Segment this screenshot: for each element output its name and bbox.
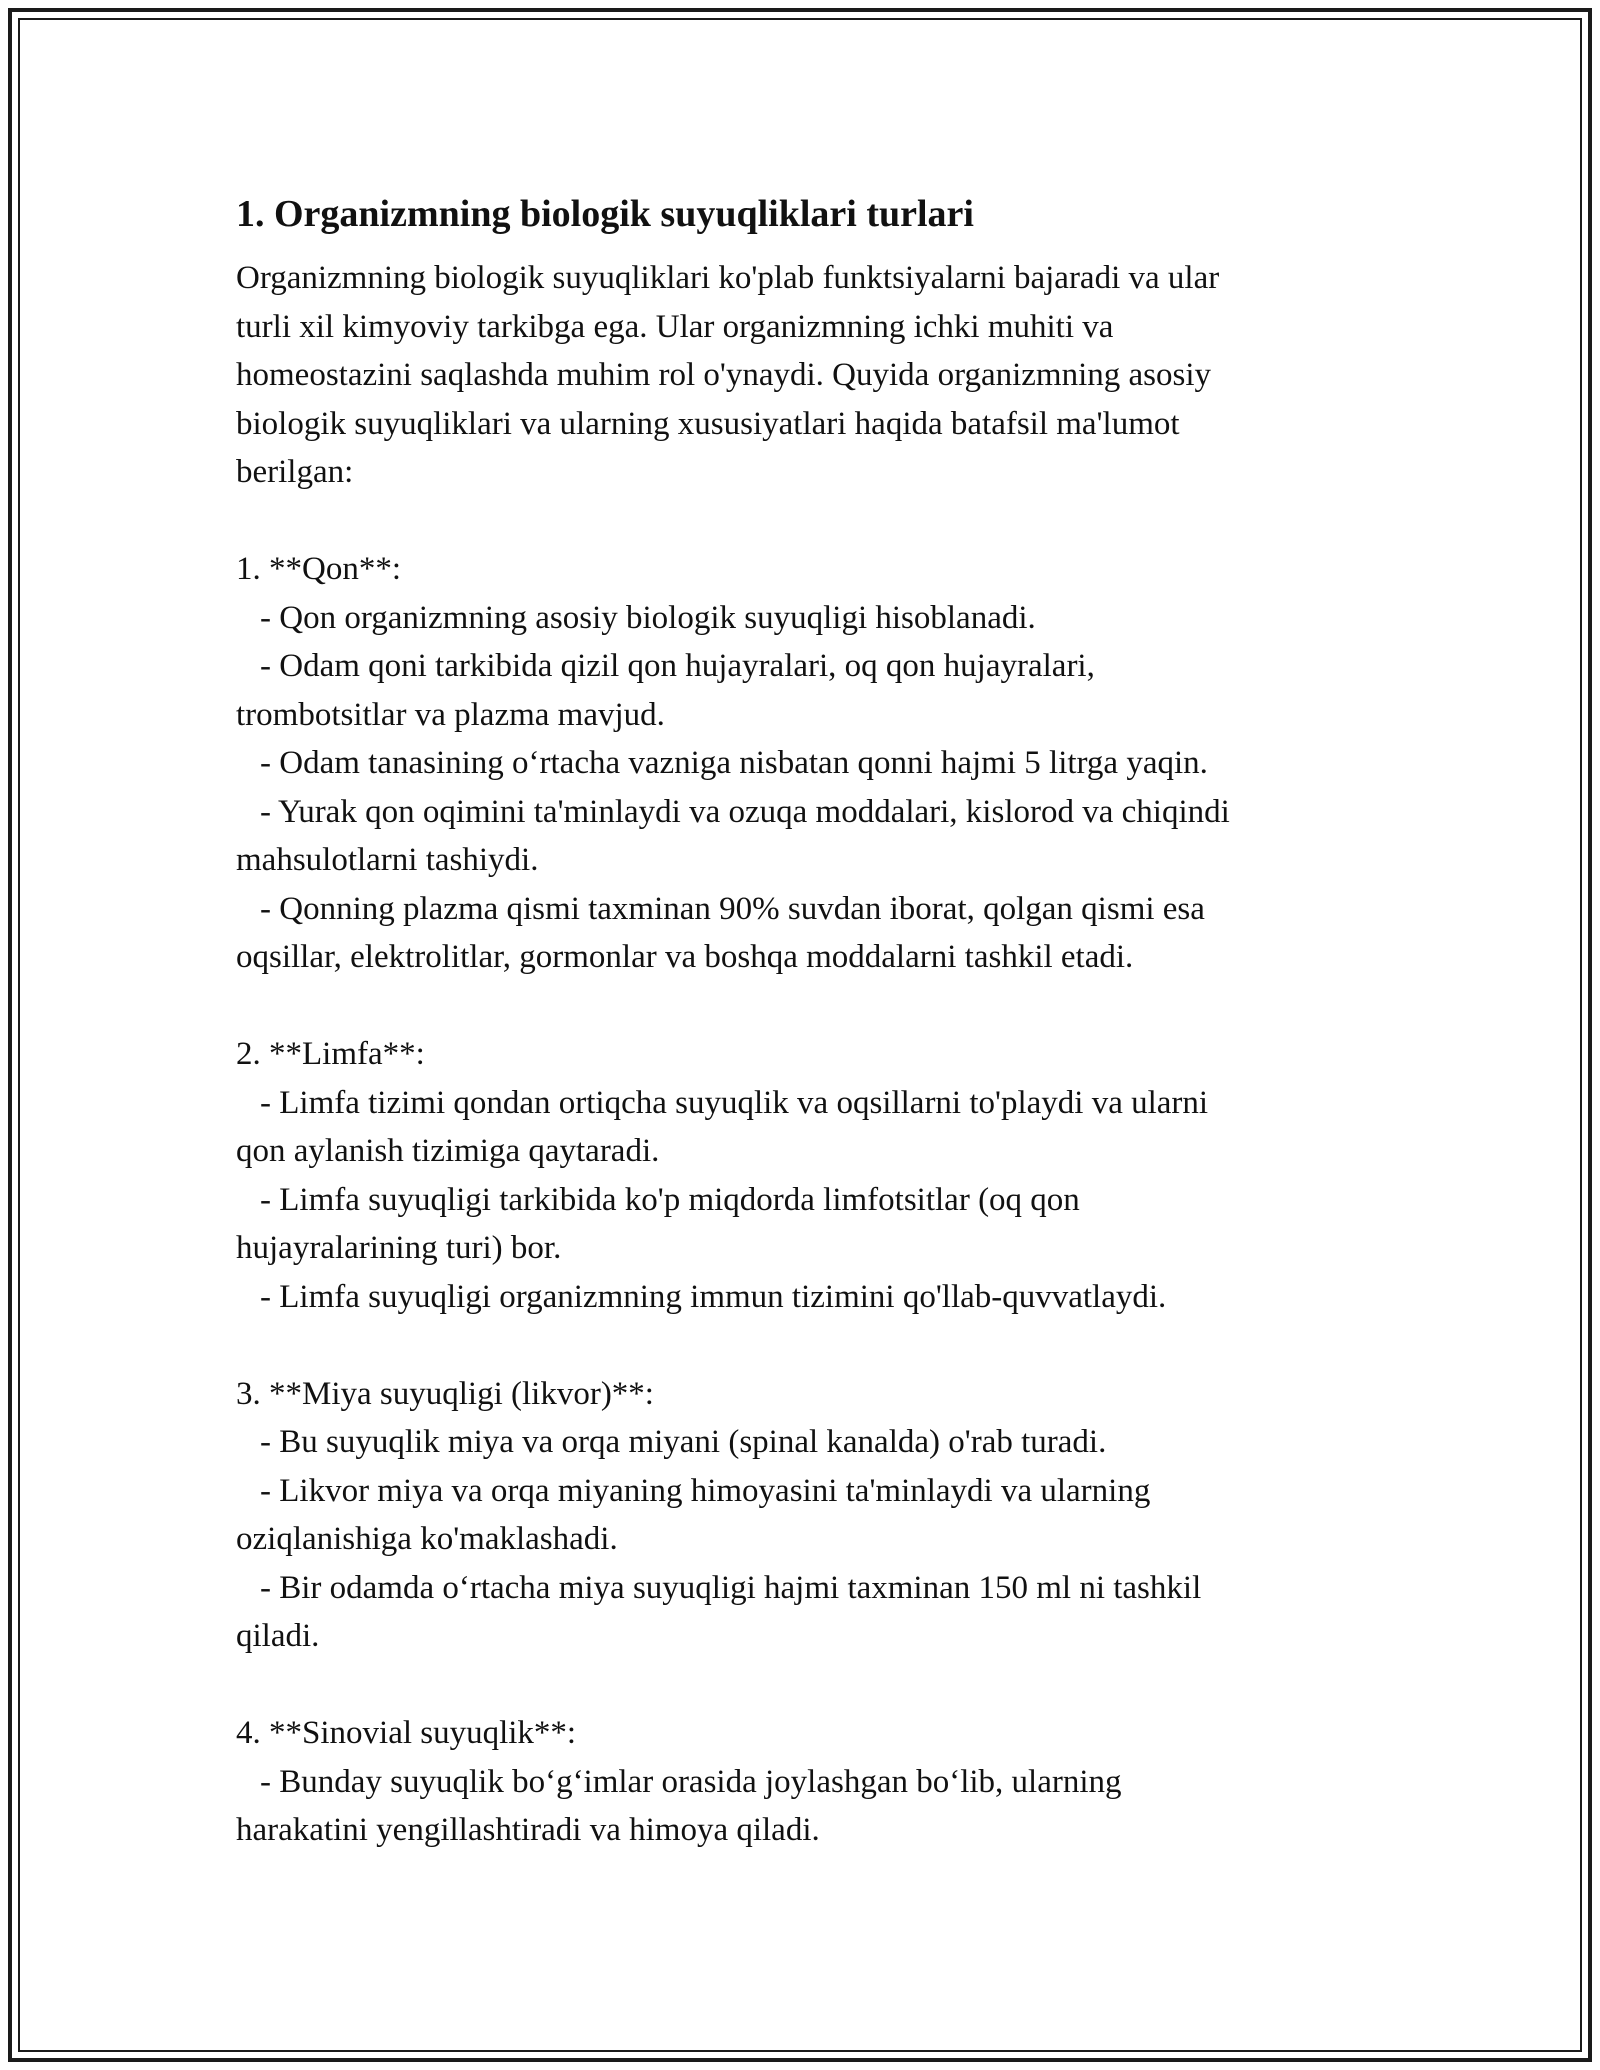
section-title: 1. **Qon**:	[236, 551, 401, 587]
section-title: 4. **Sinovial suyuqlik**:	[236, 1715, 577, 1751]
bullet-line: - Limfa suyuqligi organizmning immun tizimini qo'llab-quvvatlaydi.	[260, 1278, 1167, 1315]
bullet-line: - Bunday suyuqlik bo‘g‘imlar orasida joylashgan bo‘lib, ularning	[260, 1763, 1122, 1800]
intro-line: homeostazini saqlashda muhim rol o'ynaydi. Quyida organizmning asosiy	[236, 357, 1212, 393]
document-body	[236, 186, 1356, 1855]
intro-line: Organizmning biologik suyuqliklari ko'plab funktsiyalarni bajaradi va ular	[236, 260, 1220, 296]
bullet-continuation: harakatini yengillashtiradi va himoya qiladi.	[236, 1812, 820, 1848]
section-title: 3. **Miya suyuqligi (likvor)**:	[236, 1375, 654, 1412]
bullet-line: - Bir odamda o‘rtacha miya suyuqligi hajmi taxminan 150 ml ni tashkil	[260, 1569, 1202, 1606]
spacer	[236, 1321, 1356, 1370]
bullet-line: - Limfa suyuqligi tarkibida ko'p miqdorda limfotsitlar (oq qon	[260, 1181, 1080, 1218]
spacer	[236, 982, 1356, 1031]
bullet-line: - Odam qoni tarkibida qizil qon hujayralari, oq qon hujayralari,	[260, 648, 1095, 684]
intro-line: berilgan:	[236, 454, 354, 490]
spacer	[236, 1661, 1356, 1710]
bullet-line: - Odam tanasining o‘rtacha vazniga nisbatan qonni hajmi 5 litrga yaqin.	[260, 745, 1208, 781]
fluid-section-likvor	[236, 1370, 1356, 1661]
bullet-line: - Limfa tizimi qondan ortiqcha suyuqlik va oqsillarni to'playdi va ularni	[260, 1084, 1209, 1121]
spacer	[236, 497, 1356, 546]
bullet-continuation: oqsillar, elektrolitlar, gormonlar va boshqa moddalarni tashkil etadi.	[236, 939, 1134, 975]
section-heading: 1. Organizmning biologik suyuqliklari turlari	[236, 193, 974, 235]
fluid-section-limfa	[236, 1030, 1356, 1321]
bullet-continuation: oziqlanishiga ko'maklashadi.	[236, 1521, 618, 1557]
bullet-line: - Qonning plazma qismi taxminan 90% suvdan iborat, qolgan qismi esa	[260, 890, 1205, 927]
bullet-line: - Yurak qon oqimini ta'minlaydi va ozuqa moddalari, kislorod va chiqindi	[260, 793, 1230, 830]
section-title: 2. **Limfa**:	[236, 1036, 425, 1072]
fluid-section-sinovial	[236, 1709, 1356, 1855]
bullet-line: - Likvor miya va orqa miyaning himoyasini ta'minlaydi va ularning	[260, 1472, 1151, 1509]
intro-line: turli xil kimyoviy tarkibga ega. Ular organizmning ichki muhiti va	[236, 308, 1114, 345]
bullet-continuation: qon aylanish tizimiga qaytaradi.	[236, 1133, 660, 1169]
fluid-section-qon	[236, 545, 1356, 982]
bullet-continuation: hujayralarining turi) bor.	[236, 1230, 562, 1266]
bullet-continuation: mahsulotlarni tashiydi.	[236, 842, 539, 878]
bullet-continuation: qiladi.	[236, 1618, 320, 1654]
intro-paragraph	[236, 254, 1356, 497]
bullet-line: - Qon organizmning asosiy biologik suyuqligi hisoblanadi.	[260, 599, 1036, 636]
bullet-line: - Bu suyuqlik miya va orqa miyani (spinal kanalda) o'rab turadi.	[260, 1424, 1107, 1460]
bullet-continuation: trombotsitlar va plazma mavjud.	[236, 696, 665, 733]
intro-line: biologik suyuqliklari va ularning xususiyatlari haqida batafsil ma'lumot	[236, 405, 1180, 442]
